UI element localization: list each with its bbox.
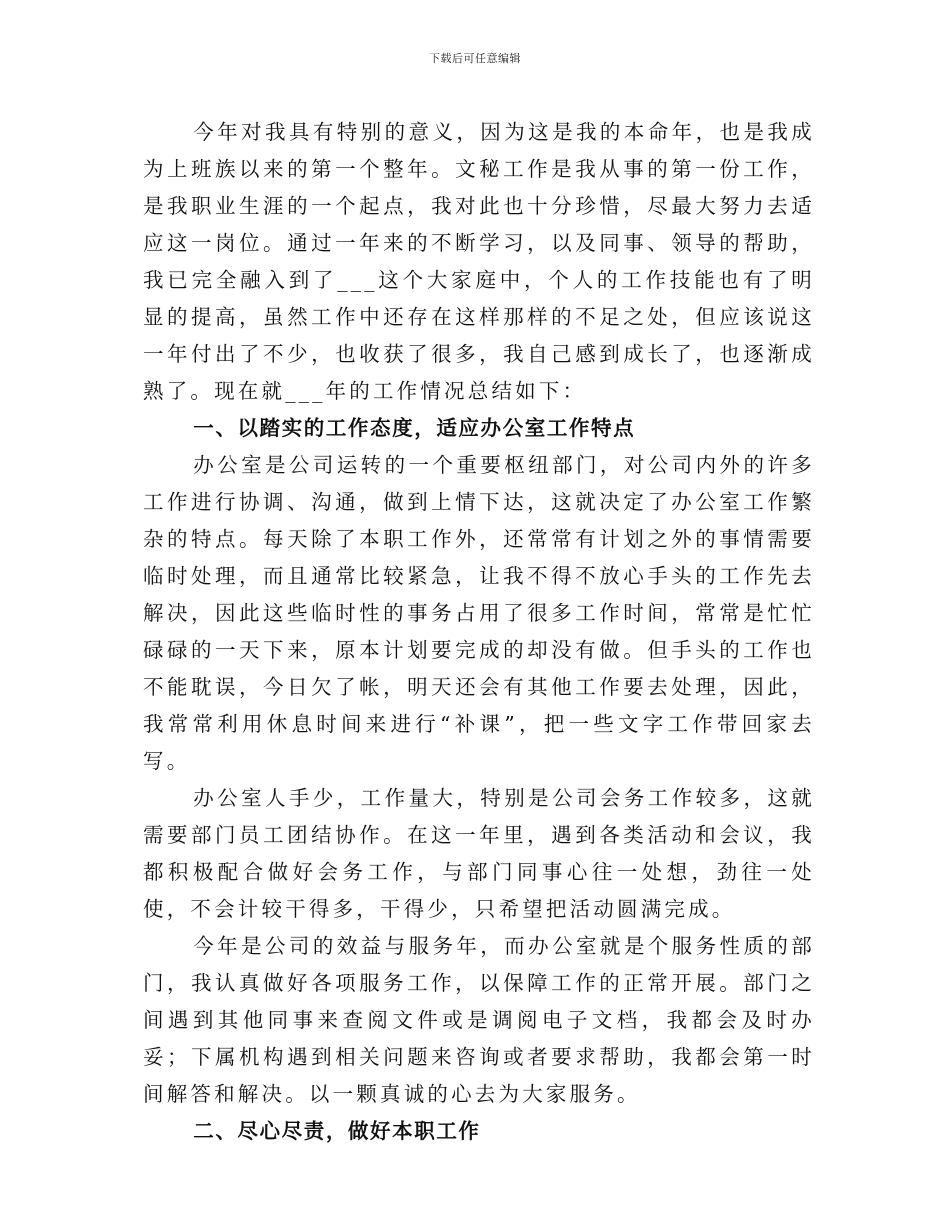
section-heading-1: 一、以踏实的工作态度，适应办公室工作特点 — [193, 416, 636, 440]
paragraph-teamwork: 办公室人手少，工作量大，特别是公司会务工作较多，这就需要部门员工团结协作。在这一年里，遇到各类活动和会议，我都积极配合做好会务工作，与部门同事心往一处想，劲往一处使，不会计较干得多，干得少，只希望把活动圆满完成。 — [143, 786, 815, 921]
paragraph-office-role: 办公室是公司运转的一个重要枢纽部门，对公司内外的许多工作进行协调、沟通，做到上情下达，这就决定了办公室工作繁杂的特点。每天除了本职工作外，还常常有计划之外的事情需要临时处理，而且通常比较紧急，让我不得不放心手头的工作先去解决，因此这些临时性的事务占用了很多工作时间，常常是忙忙碌碌的一天下来，原本计划要完成的却没有做。但手头的工作也不能耽误，今日欠了帐，明天还会有其他工作要去处理，因此，我常常利用休息时间来进行“补课”，把一些文字工作带回家去写。 — [143, 453, 815, 773]
document-body — [143, 114, 815, 1150]
paragraph-service: 今年是公司的效益与服务年，而办公室就是个服务性质的部门，我认真做好各项服务工作，以保障工作的正常开展。部门之间遇到其他同事来查阅文件或是调阅电子文档，我都会及时办妥；下属机构遇到相关问题来咨询或者要求帮助，我都会第一时间解答和解决。以一颗真诚的心去为大家服务。 — [143, 934, 815, 1106]
section-heading-2: 二、尽心尽责，做好本职工作 — [193, 1119, 481, 1143]
page-header: 下载后可任意编辑 — [429, 52, 521, 65]
paragraph-intro: 今年对我具有特别的意义，因为这是我的本命年，也是我成为上班族以来的第一个整年。文秘工作是我从事的第一份工作，是我职业生涯的一个起点，我对此也十分珍惜，尽最大努力去适应这一岗位。通过一年来的不断学习，以及同事、领导的帮助，我已完全融入到了___这个大家庭中，个人的工作技能也有了明显的提高，虽然工作中还存在这样那样的不足之处，但应该说这一年付出了不少，也收获了很多，我自己感到成长了，也逐渐成熟了。现在就___年的工作情况总结如下： — [143, 120, 815, 403]
